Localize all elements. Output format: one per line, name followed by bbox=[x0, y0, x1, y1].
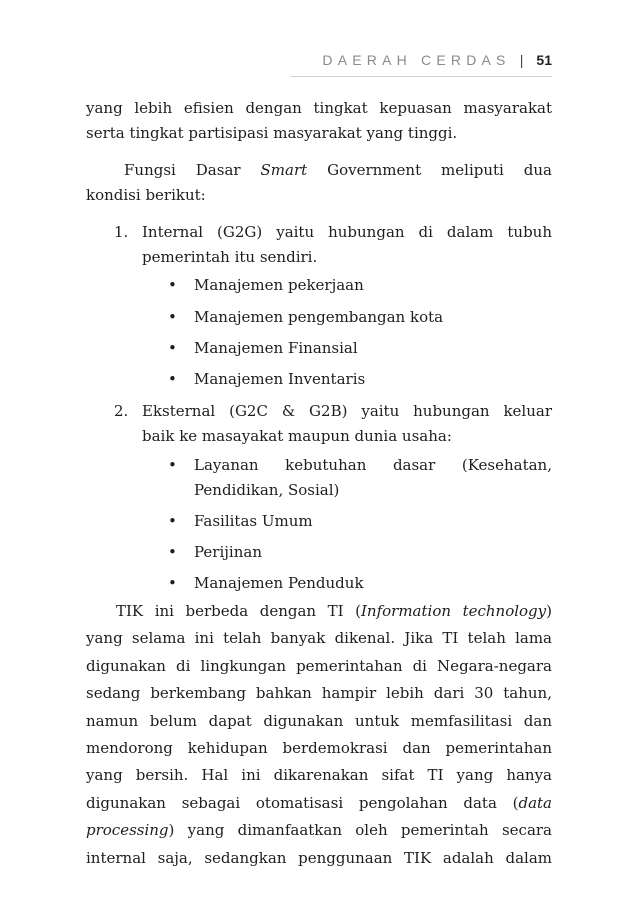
page-number: 51 bbox=[536, 52, 552, 68]
list-item-2 bbox=[114, 399, 552, 449]
text-span: Government meliputi dua bbox=[307, 161, 552, 179]
bullet-text: Manajemen pengembangan kota bbox=[194, 308, 444, 326]
bullet-item bbox=[168, 571, 552, 596]
text-line: pemerintah itu sendiri. bbox=[142, 248, 318, 266]
bullet-item bbox=[168, 336, 552, 361]
text-line: Internal (G2G) yaitu hubungan di dalam tubuh bbox=[142, 223, 552, 241]
bullet-icon: • bbox=[168, 512, 177, 530]
bullet-item bbox=[168, 305, 552, 330]
text-line: internal saja, sedangkan penggunaan TIK adalah dalam bbox=[86, 848, 552, 867]
emphasis-information-technology: Information technology bbox=[360, 602, 547, 620]
bullet-text: Layanan kebutuhan dasar (Kesehatan, bbox=[194, 456, 552, 474]
emphasis-smart: Smart bbox=[260, 161, 308, 179]
bullet-item bbox=[168, 367, 552, 392]
running-title: DAERAH CERDAS bbox=[322, 52, 511, 68]
paragraph-1 bbox=[86, 96, 552, 146]
text-span: digunakan sebagai otomatisasi pengolahan data ( bbox=[86, 793, 519, 812]
text-span: Fungsi Dasar bbox=[124, 161, 261, 179]
paragraph-3 bbox=[86, 598, 552, 872]
bullet-text: Fasilitas Umum bbox=[194, 512, 313, 530]
text-line bbox=[86, 817, 552, 844]
bullet-icon: • bbox=[168, 456, 177, 474]
text-line: yang lebih efisien dengan tingkat kepuasan masyarakat bbox=[86, 99, 552, 117]
paragraph-2 bbox=[86, 158, 552, 208]
text-span: TIK ini berbeda dengan TI ( bbox=[116, 602, 361, 620]
bullet-icon: • bbox=[168, 543, 177, 561]
text-line: yang bersih. Hal ini dikarenakan sifat TI yang hanya bbox=[86, 766, 552, 785]
bullet-item bbox=[168, 273, 552, 298]
text-line: kondisi berikut: bbox=[86, 186, 206, 204]
text-line: digunakan di lingkungan pemerintahan di Negara-negara bbox=[86, 656, 552, 675]
list-item-1 bbox=[114, 220, 552, 270]
header-separator: | bbox=[519, 52, 524, 68]
text-span: ) yang dimanfaatkan oleh pemerintah secara bbox=[168, 821, 552, 840]
text-line: yang selama ini telah banyak dikenal. Jika TI telah lama bbox=[86, 629, 552, 648]
bullet-text: Pendidikan, Sosial) bbox=[194, 481, 340, 499]
bullet-text: Manajemen Inventaris bbox=[194, 370, 366, 388]
text-line: Eksternal (G2C & G2B) yaitu hubungan keluar bbox=[142, 402, 552, 420]
bullet-icon: • bbox=[168, 574, 177, 592]
bullet-text: Manajemen Finansial bbox=[194, 339, 358, 357]
emphasis-data: data bbox=[518, 793, 552, 812]
text-line bbox=[86, 158, 552, 183]
bullet-text: Manajemen pekerjaan bbox=[194, 276, 364, 294]
text-line: baik ke masayakat maupun dunia usaha: bbox=[142, 427, 452, 445]
text-line: namun belum dapat digunakan untuk memfasilitasi dan bbox=[86, 711, 552, 730]
bullet-item bbox=[168, 453, 552, 503]
text-line: sedang berkembang bahkan hampir lebih dari 30 tahun, bbox=[86, 684, 552, 703]
bullet-icon: • bbox=[168, 370, 177, 388]
bullet-icon: • bbox=[168, 339, 177, 357]
bullet-item bbox=[168, 509, 552, 534]
header-rule bbox=[290, 76, 552, 77]
running-header bbox=[322, 52, 552, 68]
text-line bbox=[86, 790, 552, 817]
bullet-text: Manajemen Penduduk bbox=[194, 574, 364, 592]
text-line: mendorong kehidupan berdemokrasi dan pemerintahan bbox=[86, 739, 552, 758]
text-line: serta tingkat partisipasi masyarakat yang tinggi. bbox=[86, 124, 458, 142]
text-span: ) bbox=[546, 602, 552, 620]
bullet-item bbox=[168, 540, 552, 565]
bullet-icon: • bbox=[168, 308, 177, 326]
bullet-text: Perijinan bbox=[194, 543, 262, 561]
text-line bbox=[86, 598, 552, 625]
bullet-icon: • bbox=[168, 276, 177, 294]
emphasis-processing: processing bbox=[86, 821, 169, 840]
list-number: 1. bbox=[114, 223, 129, 241]
list-number: 2. bbox=[114, 402, 129, 420]
